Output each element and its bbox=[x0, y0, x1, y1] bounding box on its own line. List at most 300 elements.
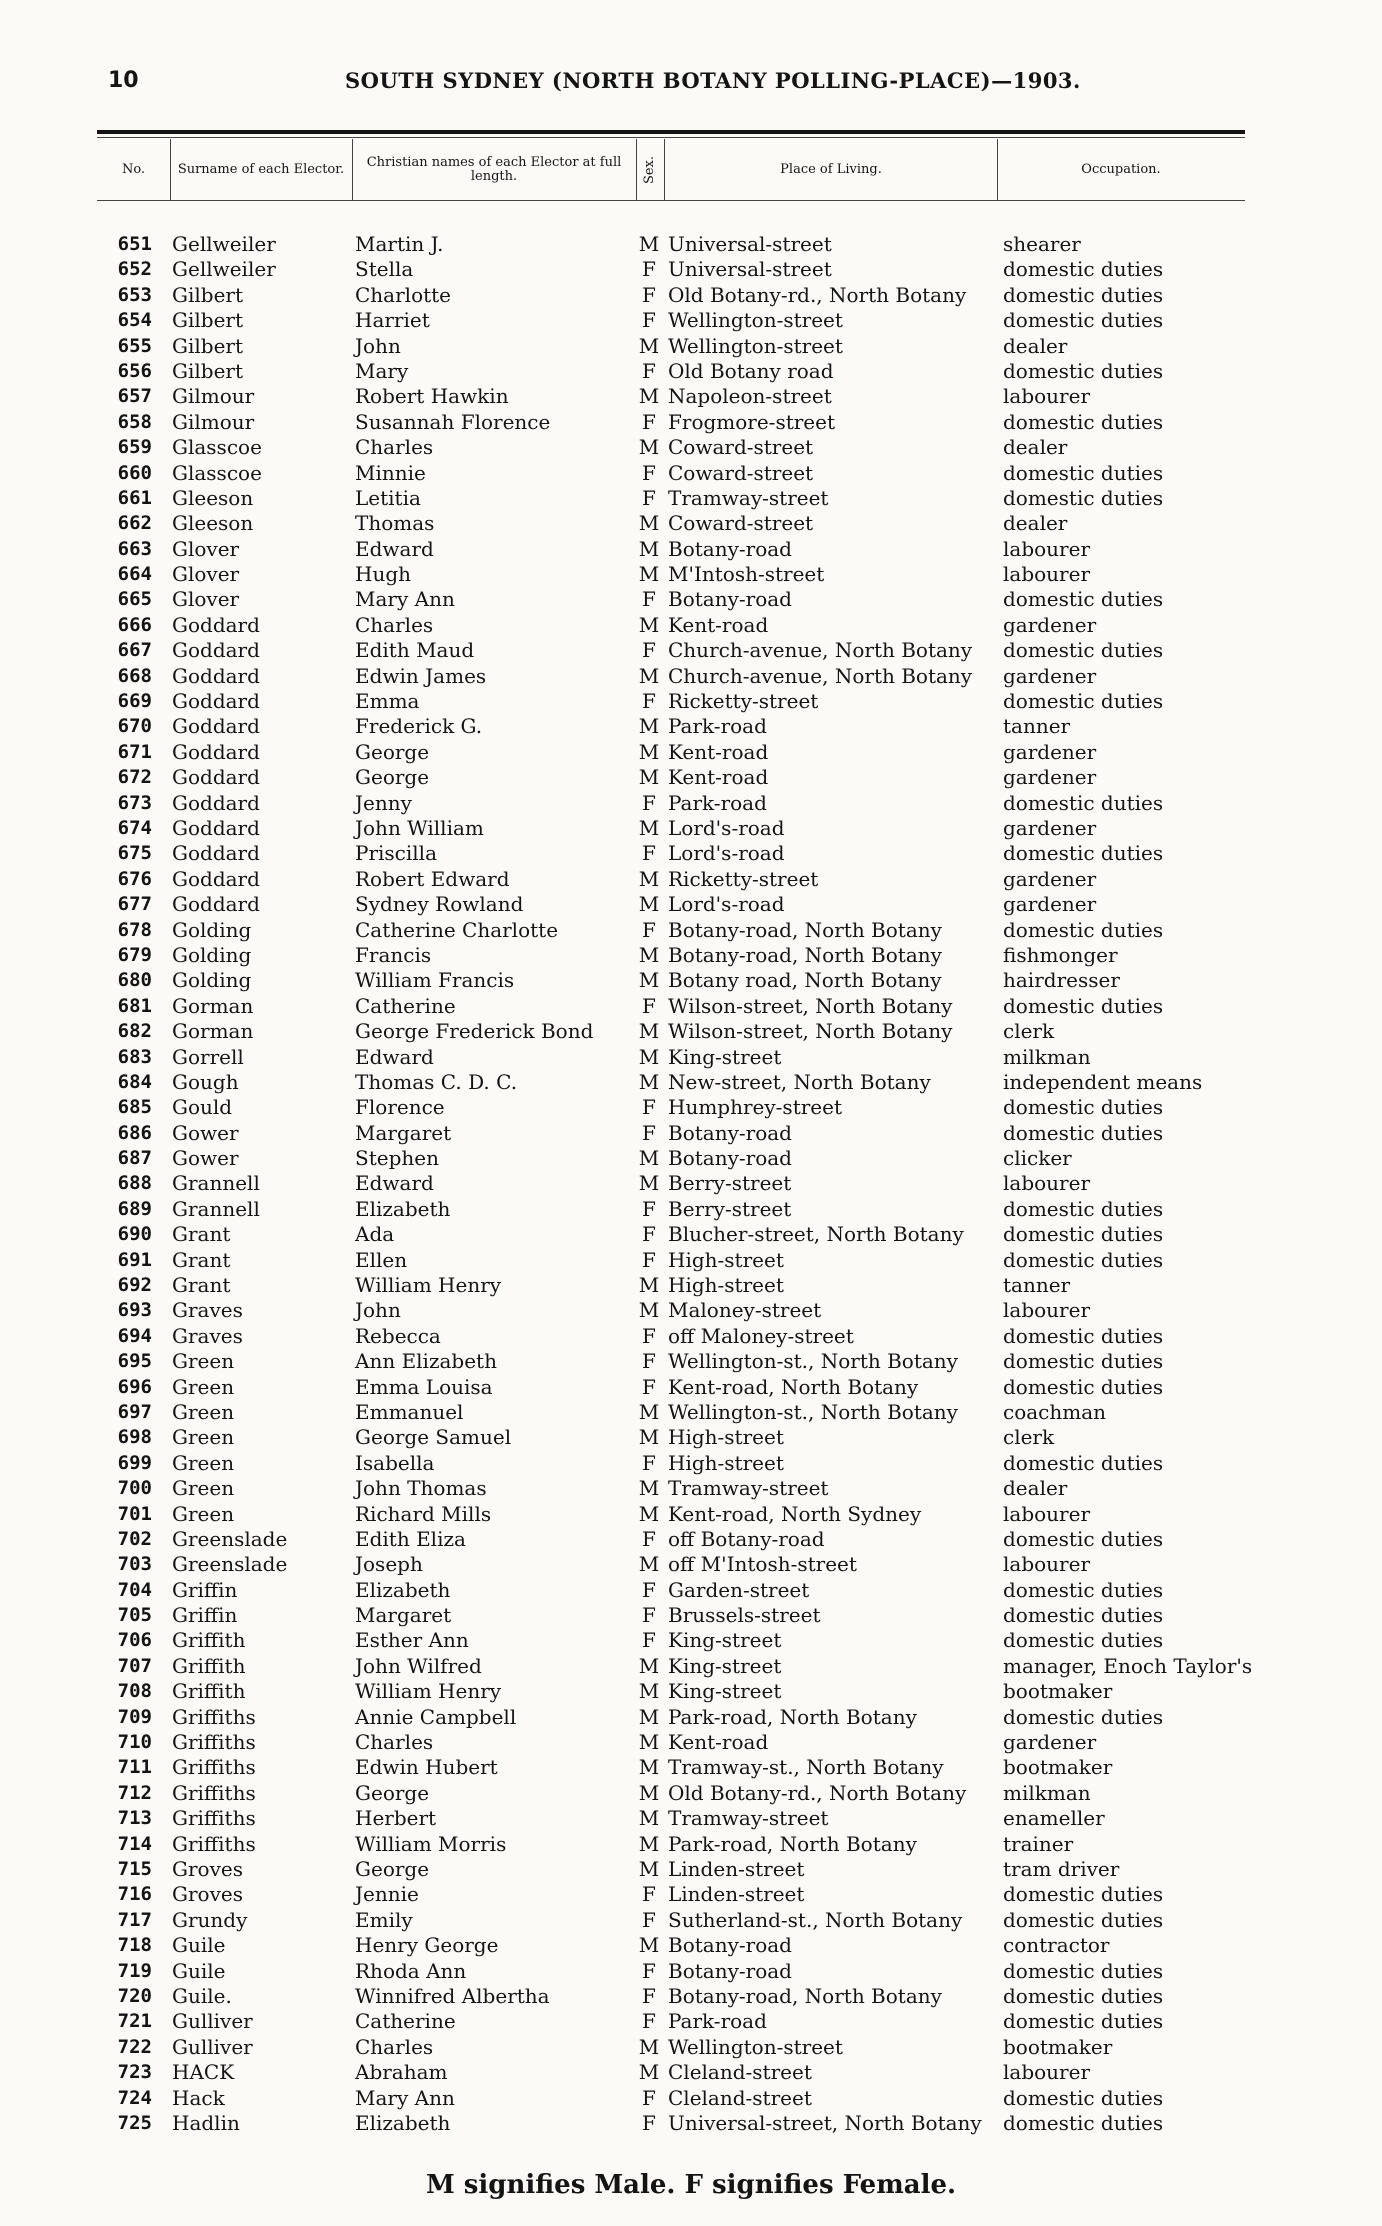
elector-sex: M bbox=[638, 1298, 660, 1323]
elector-sex: F bbox=[642, 1349, 656, 1374]
elector-christian-names: John William bbox=[355, 815, 484, 840]
elector-place-of-living: Coward-street bbox=[668, 511, 814, 536]
elector-number: 655 bbox=[117, 334, 152, 357]
elector-surname: Golding bbox=[172, 942, 252, 967]
elector-place-of-living: Wellington-street bbox=[668, 308, 843, 333]
elector-number: 708 bbox=[117, 1680, 152, 1703]
table-row bbox=[0, 2009, 1382, 2034]
elector-number: 724 bbox=[117, 2086, 152, 2109]
elector-sex: F bbox=[642, 1907, 656, 1932]
table-row bbox=[0, 1552, 1382, 1577]
elector-number: 680 bbox=[117, 969, 152, 992]
elector-christian-names: Catherine Charlotte bbox=[355, 917, 559, 942]
elector-place-of-living: Wellington-st., North Botany bbox=[668, 1399, 958, 1424]
table-row bbox=[0, 308, 1382, 333]
elector-sex: F bbox=[642, 689, 656, 714]
elector-sex: F bbox=[642, 638, 656, 663]
table-row bbox=[0, 1476, 1382, 1501]
elector-number: 712 bbox=[117, 1781, 152, 1804]
table-row bbox=[0, 334, 1382, 359]
elector-surname: Grannell bbox=[172, 1171, 260, 1196]
elector-place-of-living: Old Botany-rd., North Botany bbox=[668, 1780, 967, 1805]
elector-surname: Griffiths bbox=[172, 1755, 256, 1780]
elector-place-of-living: Universal-street bbox=[668, 232, 832, 256]
elector-occupation: domestic duties bbox=[1003, 1323, 1164, 1348]
elector-place-of-living: Botany-road bbox=[668, 587, 792, 612]
elector-surname: Grundy bbox=[172, 1907, 248, 1932]
elector-place-of-living: Wilson-street, North Botany bbox=[668, 1019, 953, 1044]
elector-surname: Gleeson bbox=[172, 485, 254, 510]
elector-occupation: enameller bbox=[1003, 1806, 1105, 1831]
table-row bbox=[0, 1222, 1382, 1247]
elector-christian-names: Letitia bbox=[355, 485, 421, 510]
elector-surname: Green bbox=[172, 1501, 235, 1526]
elector-christian-names: Florence bbox=[355, 1095, 445, 1120]
elector-place-of-living: Tramway-st., North Botany bbox=[668, 1755, 944, 1780]
elector-sex: M bbox=[638, 1425, 660, 1450]
page-title: SOUTH SYDNEY (NORTH BOTANY POLLING-PLACE)—1903. bbox=[345, 68, 1081, 93]
elector-sex: M bbox=[638, 1552, 660, 1577]
elector-place-of-living: King-street bbox=[668, 1653, 782, 1678]
elector-sex: M bbox=[638, 765, 660, 790]
elector-occupation: bootmaker bbox=[1003, 1679, 1113, 1704]
elector-occupation: domestic duties bbox=[1003, 409, 1164, 434]
elector-christian-names: Catherine bbox=[355, 2009, 456, 2034]
elector-occupation: tanner bbox=[1003, 714, 1071, 739]
elector-place-of-living: Tramway-street bbox=[668, 485, 829, 510]
elector-place-of-living: Park-road, North Botany bbox=[668, 1704, 917, 1729]
table-row bbox=[0, 1425, 1382, 1450]
header-rule-bottom bbox=[97, 200, 1245, 201]
elector-place-of-living: M'Intosh-street bbox=[668, 562, 825, 587]
elector-occupation: domestic duties bbox=[1003, 1120, 1164, 1145]
elector-number: 677 bbox=[117, 893, 152, 916]
elector-place-of-living: High-street bbox=[668, 1450, 784, 1475]
elector-place-of-living: Old Botany road bbox=[668, 358, 834, 383]
elector-number: 657 bbox=[117, 385, 152, 408]
elector-number: 707 bbox=[117, 1654, 152, 1677]
elector-surname: Gulliver bbox=[172, 2034, 253, 2059]
elector-sex: M bbox=[638, 1730, 660, 1755]
table-row bbox=[0, 1273, 1382, 1298]
elector-surname: Gilbert bbox=[172, 282, 244, 307]
elector-sex: M bbox=[638, 1476, 660, 1501]
elector-place-of-living: Universal-street bbox=[668, 257, 832, 282]
elector-number: 651 bbox=[117, 233, 152, 255]
table-row bbox=[0, 1248, 1382, 1273]
elector-place-of-living: High-street bbox=[668, 1273, 784, 1298]
table-row bbox=[0, 511, 1382, 536]
elector-place-of-living: Botany-road bbox=[668, 1120, 792, 1145]
table-row bbox=[0, 1781, 1382, 1806]
elector-christian-names: John bbox=[355, 1298, 401, 1323]
elector-occupation: bootmaker bbox=[1003, 1755, 1113, 1780]
elector-surname: Gilmour bbox=[172, 384, 255, 409]
elector-number: 658 bbox=[117, 410, 152, 433]
elector-christian-names: Henry George bbox=[355, 1933, 499, 1958]
elector-surname: Gould bbox=[172, 1095, 233, 1120]
elector-surname: Glover bbox=[172, 587, 240, 612]
elector-christian-names: Harriet bbox=[355, 308, 430, 333]
elector-place-of-living: Lord's-road bbox=[668, 841, 785, 866]
elector-sex: M bbox=[638, 1069, 660, 1094]
page-number: 10 bbox=[108, 68, 139, 93]
elector-surname: Groves bbox=[172, 1882, 243, 1907]
elector-number: 688 bbox=[117, 1172, 152, 1195]
elector-surname: Griffiths bbox=[172, 1806, 256, 1831]
elector-place-of-living: Wilson-street, North Botany bbox=[668, 993, 953, 1018]
elector-surname: Gorman bbox=[172, 993, 254, 1018]
elector-number: 715 bbox=[117, 1858, 152, 1880]
col-header-surname: Surname of each Elector. bbox=[177, 162, 345, 177]
elector-number: 675 bbox=[117, 842, 152, 865]
elector-place-of-living: Frogmore-street bbox=[668, 409, 836, 434]
elector-place-of-living: Wellington-street bbox=[668, 333, 843, 358]
table-row bbox=[0, 918, 1382, 943]
elector-number: 695 bbox=[117, 1350, 152, 1373]
elector-number: 663 bbox=[117, 537, 152, 560]
elector-surname: Green bbox=[172, 1349, 235, 1374]
elector-christian-names: Charles bbox=[355, 1730, 434, 1755]
elector-surname: Gilbert bbox=[172, 333, 244, 358]
elector-number: 706 bbox=[117, 1629, 152, 1652]
elector-surname: Griffith bbox=[172, 1628, 246, 1653]
elector-place-of-living: Botany-road bbox=[668, 1146, 792, 1171]
elector-surname: Glover bbox=[172, 562, 240, 587]
elector-occupation: domestic duties bbox=[1003, 1095, 1164, 1120]
elector-surname: Gough bbox=[172, 1069, 239, 1094]
table-row bbox=[0, 791, 1382, 816]
elector-sex: F bbox=[642, 485, 656, 510]
elector-place-of-living: Park-road bbox=[668, 714, 767, 739]
elector-surname: Griffin bbox=[172, 1603, 238, 1628]
elector-sex: F bbox=[642, 1628, 656, 1653]
table-row bbox=[0, 283, 1382, 308]
elector-sex: M bbox=[638, 714, 660, 739]
elector-christian-names: Edwin James bbox=[355, 663, 487, 688]
elector-sex: M bbox=[638, 1679, 660, 1704]
elector-surname: Glasscoe bbox=[172, 460, 262, 485]
elector-christian-names: Esther Ann bbox=[355, 1628, 469, 1653]
elector-christian-names: Francis bbox=[355, 942, 432, 967]
col-header-sex: Sex. bbox=[642, 155, 658, 185]
elector-number: 684 bbox=[117, 1070, 152, 1093]
elector-number: 690 bbox=[117, 1223, 152, 1246]
elector-occupation: domestic duties bbox=[1003, 841, 1164, 866]
table-row bbox=[0, 892, 1382, 917]
elector-occupation: labourer bbox=[1003, 1298, 1091, 1323]
table-row bbox=[0, 1654, 1382, 1679]
elector-sex: F bbox=[642, 1196, 656, 1221]
elector-occupation: labourer bbox=[1003, 1552, 1091, 1577]
table-row bbox=[0, 1146, 1382, 1171]
elector-sex: F bbox=[642, 1577, 656, 1602]
elector-surname: Gilmour bbox=[172, 409, 255, 434]
elector-christian-names: Catherine bbox=[355, 993, 456, 1018]
elector-christian-names: Edith Maud bbox=[355, 638, 475, 663]
table-row bbox=[0, 384, 1382, 409]
elector-surname: Glasscoe bbox=[172, 435, 262, 460]
elector-surname: Griffiths bbox=[172, 1704, 256, 1729]
header-rule-thick bbox=[97, 130, 1245, 134]
elector-place-of-living: off M'Intosh-street bbox=[668, 1552, 857, 1577]
elector-surname: Goddard bbox=[172, 841, 260, 866]
table-row bbox=[0, 1171, 1382, 1196]
elector-surname: Golding bbox=[172, 917, 252, 942]
elector-number: 669 bbox=[117, 690, 152, 713]
elector-number: 653 bbox=[117, 283, 152, 306]
page-header bbox=[0, 64, 1382, 104]
elector-sex: M bbox=[638, 1019, 660, 1044]
elector-christian-names: Martin J. bbox=[355, 232, 444, 256]
elector-number: 697 bbox=[117, 1400, 152, 1423]
table-row bbox=[0, 410, 1382, 435]
elector-occupation: dealer bbox=[1003, 511, 1068, 536]
table-row bbox=[0, 1527, 1382, 1552]
elector-surname: Goddard bbox=[172, 714, 260, 739]
elector-surname: Goddard bbox=[172, 866, 260, 891]
elector-sex: M bbox=[638, 1273, 660, 1298]
table-row bbox=[0, 2035, 1382, 2060]
elector-sex: M bbox=[638, 663, 660, 688]
elector-occupation: gardener bbox=[1003, 866, 1097, 891]
table-row bbox=[0, 765, 1382, 790]
elector-occupation: domestic duties bbox=[1003, 1349, 1164, 1374]
elector-occupation: trainer bbox=[1003, 1831, 1074, 1856]
elector-sex: F bbox=[642, 2110, 656, 2135]
elector-sex: M bbox=[638, 612, 660, 637]
elector-place-of-living: Botany road, North Botany bbox=[668, 968, 942, 993]
elector-christian-names: Isabella bbox=[355, 1450, 435, 1475]
elector-number: 670 bbox=[117, 715, 152, 738]
elector-christian-names: Emma Louisa bbox=[355, 1374, 493, 1399]
elector-number: 714 bbox=[117, 1832, 152, 1855]
elector-occupation: domestic duties bbox=[1003, 638, 1164, 663]
elector-surname: Greenslade bbox=[172, 1552, 288, 1577]
elector-place-of-living: Botany-road, North Botany bbox=[668, 1983, 942, 2008]
elector-christian-names: Edward bbox=[355, 536, 434, 561]
elector-christian-names: Frederick G. bbox=[355, 714, 483, 739]
elector-sex: M bbox=[638, 942, 660, 967]
elector-place-of-living: Kent-road, North Botany bbox=[668, 1374, 919, 1399]
elector-sex: M bbox=[638, 1806, 660, 1831]
table-row bbox=[0, 1806, 1382, 1831]
elector-christian-names: Edward bbox=[355, 1171, 434, 1196]
table-row bbox=[0, 1857, 1382, 1882]
table-row bbox=[0, 740, 1382, 765]
elector-number: 701 bbox=[117, 1502, 152, 1525]
elector-christian-names: Edwin Hubert bbox=[355, 1755, 498, 1780]
table-row bbox=[0, 1070, 1382, 1095]
elector-surname: Groves bbox=[172, 1857, 243, 1881]
elector-christian-names: Mary bbox=[355, 358, 409, 383]
elector-sex: F bbox=[642, 1247, 656, 1272]
elector-sex: F bbox=[642, 841, 656, 866]
col-separator bbox=[170, 139, 171, 200]
elector-occupation: dealer bbox=[1003, 333, 1068, 358]
elector-surname: Griffiths bbox=[172, 1831, 256, 1856]
elector-place-of-living: Park-road, North Botany bbox=[668, 1831, 917, 1856]
elector-surname: Goddard bbox=[172, 612, 260, 637]
elector-christian-names: William Morris bbox=[355, 1831, 507, 1856]
elector-place-of-living: off Botany-road bbox=[668, 1526, 825, 1551]
table-row bbox=[0, 1121, 1382, 1146]
elector-surname: Gleeson bbox=[172, 511, 254, 536]
elector-number: 679 bbox=[117, 943, 152, 966]
elector-number: 672 bbox=[117, 766, 152, 789]
table-row bbox=[0, 1400, 1382, 1425]
elector-surname: Grannell bbox=[172, 1196, 260, 1221]
elector-place-of-living: King-street bbox=[668, 1679, 782, 1704]
elector-occupation: domestic duties bbox=[1003, 2110, 1164, 2135]
elector-sex: M bbox=[638, 1399, 660, 1424]
elector-occupation: labourer bbox=[1003, 384, 1091, 409]
elector-surname: Goddard bbox=[172, 765, 260, 790]
elector-christian-names: Mary Ann bbox=[355, 587, 455, 612]
elector-place-of-living: Park-road bbox=[668, 2009, 767, 2034]
table-row bbox=[0, 537, 1382, 562]
elector-number: 678 bbox=[117, 918, 152, 941]
elector-sex: F bbox=[642, 993, 656, 1018]
elector-christian-names: Jennie bbox=[355, 1882, 419, 1907]
elector-surname: Graves bbox=[172, 1298, 243, 1323]
elector-sex: M bbox=[638, 739, 660, 764]
table-row bbox=[0, 1984, 1382, 2009]
elector-occupation: domestic duties bbox=[1003, 917, 1164, 942]
elector-occupation: gardener bbox=[1003, 1730, 1097, 1755]
elector-christian-names: Rhoda Ann bbox=[355, 1958, 467, 1983]
elector-place-of-living: Ricketty-street bbox=[668, 689, 819, 714]
elector-sex: F bbox=[642, 2009, 656, 2034]
elector-occupation: domestic duties bbox=[1003, 689, 1164, 714]
elector-place-of-living: Berry-street bbox=[668, 1196, 792, 1221]
elector-place-of-living: Maloney-street bbox=[668, 1298, 822, 1323]
elector-surname: Goddard bbox=[172, 892, 260, 917]
table-row bbox=[0, 1730, 1382, 1755]
table-row bbox=[0, 714, 1382, 739]
elector-place-of-living: Sutherland-st., North Botany bbox=[668, 1907, 963, 1932]
elector-sex: M bbox=[638, 2034, 660, 2059]
elector-christian-names: George bbox=[355, 1780, 430, 1805]
elector-occupation: domestic duties bbox=[1003, 2009, 1164, 2034]
table-row bbox=[0, 1324, 1382, 1349]
elector-sex: M bbox=[638, 562, 660, 587]
elector-number: 686 bbox=[117, 1121, 152, 1144]
elector-surname: Green bbox=[172, 1476, 235, 1501]
elector-surname: Gellweiler bbox=[172, 257, 276, 282]
elector-number: 667 bbox=[117, 639, 152, 662]
elector-sex: M bbox=[638, 384, 660, 409]
elector-sex: M bbox=[638, 1044, 660, 1069]
elector-place-of-living: Kent-road bbox=[668, 765, 769, 790]
col-header-christian: Christian names of each Elector at full length. bbox=[366, 155, 622, 184]
elector-christian-names: Winnifred Albertha bbox=[355, 1983, 550, 2008]
elector-sex: F bbox=[642, 1120, 656, 1145]
elector-surname: Goddard bbox=[172, 689, 260, 714]
elector-occupation: tram driver bbox=[1003, 1857, 1120, 1881]
elector-surname: Gorman bbox=[172, 1019, 254, 1044]
table-row bbox=[0, 232, 1382, 257]
elector-christian-names: John bbox=[355, 333, 401, 358]
elector-surname: Golding bbox=[172, 968, 252, 993]
elector-sex: M bbox=[638, 1857, 660, 1881]
table-row bbox=[0, 359, 1382, 384]
elector-christian-names: Ann Elizabeth bbox=[355, 1349, 497, 1374]
elector-occupation: domestic duties bbox=[1003, 1196, 1164, 1221]
elector-number: 676 bbox=[117, 867, 152, 890]
table-row bbox=[0, 1375, 1382, 1400]
elector-place-of-living: Botany-road bbox=[668, 1958, 792, 1983]
elector-christian-names: Elizabeth bbox=[355, 1577, 451, 1602]
col-header-occupation: Occupation. bbox=[1081, 162, 1161, 177]
elector-christian-names: Abraham bbox=[355, 2060, 448, 2085]
sex-legend: M signifies Male. F signifies Female. bbox=[425, 2170, 957, 2200]
elector-occupation: labourer bbox=[1003, 1501, 1091, 1526]
elector-occupation: domestic duties bbox=[1003, 1247, 1164, 1272]
elector-occupation: domestic duties bbox=[1003, 1958, 1164, 1983]
elector-surname: Goddard bbox=[172, 790, 260, 815]
elector-place-of-living: Blucher-street, North Botany bbox=[668, 1222, 964, 1247]
elector-number: 685 bbox=[117, 1096, 152, 1119]
elector-occupation: domestic duties bbox=[1003, 1577, 1164, 1602]
elector-sex: M bbox=[638, 435, 660, 460]
elector-surname: Gower bbox=[172, 1146, 239, 1171]
elector-occupation: labourer bbox=[1003, 536, 1091, 561]
elector-christian-names: Susannah Florence bbox=[355, 409, 551, 434]
elector-christian-names: Charles bbox=[355, 2034, 434, 2059]
elector-place-of-living: Church-avenue, North Botany bbox=[668, 663, 973, 688]
table-row bbox=[0, 1451, 1382, 1476]
elector-christian-names: William Henry bbox=[355, 1679, 502, 1704]
elector-sex: F bbox=[642, 409, 656, 434]
elector-number: 717 bbox=[117, 1908, 152, 1931]
elector-occupation: domestic duties bbox=[1003, 1882, 1164, 1907]
table-row bbox=[0, 613, 1382, 638]
elector-surname: Greenslade bbox=[172, 1526, 288, 1551]
elector-occupation: domestic duties bbox=[1003, 1374, 1164, 1399]
elector-place-of-living: Coward-street bbox=[668, 460, 814, 485]
elector-surname: Griffith bbox=[172, 1679, 246, 1704]
elector-surname: Grant bbox=[172, 1247, 231, 1272]
elector-place-of-living: High-street bbox=[668, 1425, 784, 1450]
elector-surname: Goddard bbox=[172, 663, 260, 688]
elector-number: 660 bbox=[117, 461, 152, 484]
elector-number: 694 bbox=[117, 1324, 152, 1347]
elector-sex: M bbox=[638, 892, 660, 917]
elector-christian-names: George bbox=[355, 739, 430, 764]
elector-surname: Green bbox=[172, 1399, 235, 1424]
elector-number: 704 bbox=[117, 1578, 152, 1601]
elector-number: 652 bbox=[117, 258, 152, 281]
elector-christian-names: Hugh bbox=[355, 562, 412, 587]
elector-sex: M bbox=[638, 511, 660, 536]
elector-place-of-living: Cleland-street bbox=[668, 2085, 812, 2110]
elector-occupation: coachman bbox=[1003, 1399, 1107, 1424]
table-row bbox=[0, 689, 1382, 714]
elector-number: 703 bbox=[117, 1553, 152, 1576]
elector-surname: Griffith bbox=[172, 1653, 246, 1678]
elector-number: 716 bbox=[117, 1883, 152, 1906]
elector-occupation: domestic duties bbox=[1003, 308, 1164, 333]
elector-place-of-living: Linden-street bbox=[668, 1857, 805, 1881]
table-row bbox=[0, 435, 1382, 460]
elector-occupation: clerk bbox=[1003, 1425, 1055, 1450]
elector-occupation: domestic duties bbox=[1003, 485, 1164, 510]
elector-occupation: dealer bbox=[1003, 1476, 1068, 1501]
elector-number: 674 bbox=[117, 816, 152, 839]
elector-christian-names: Elizabeth bbox=[355, 1196, 451, 1221]
elector-occupation: tanner bbox=[1003, 1273, 1071, 1298]
